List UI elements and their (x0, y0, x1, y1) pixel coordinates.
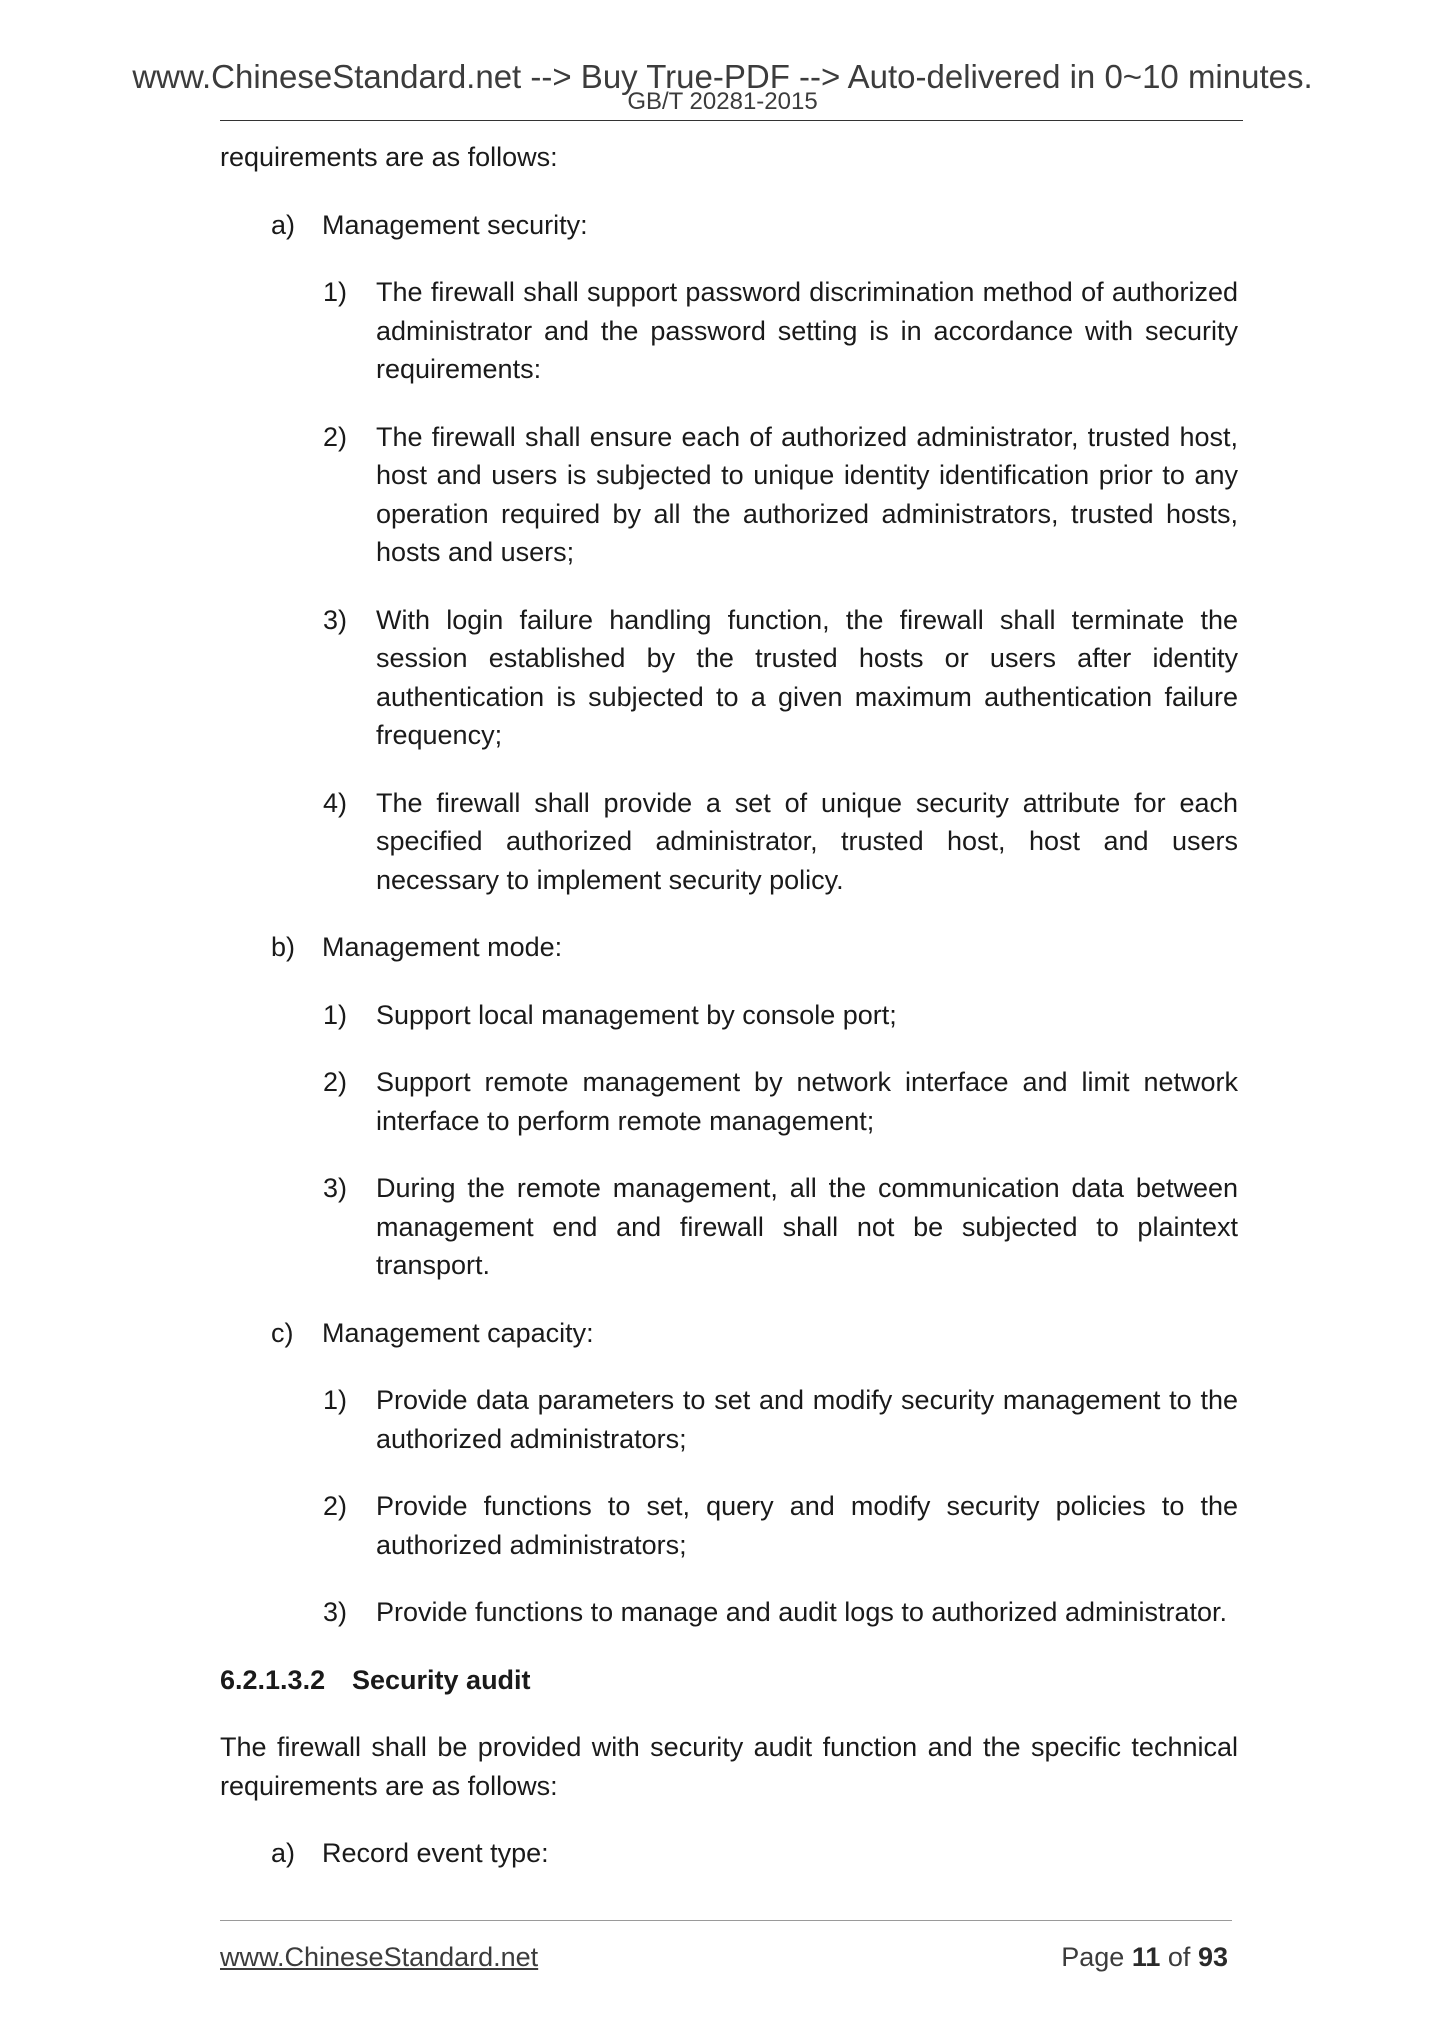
page-content (220, 138, 1238, 1873)
list-item-text: With login failure handling function, the firewall shall terminate the session established by the trusted hosts or users after identity authentication is subjected to a given maximum authentication failure frequency; (376, 604, 1238, 750)
page-prefix: Page (1061, 1942, 1125, 1972)
list-item-text: Provide data parameters to set and modify security management to the authorized administrators; (376, 1385, 1238, 1454)
page-of: of (1167, 1942, 1191, 1972)
section-heading (220, 1661, 1238, 1700)
list-item-management-capacity (220, 1314, 1238, 1353)
list-item (220, 996, 1238, 1035)
list-number: 3) (323, 604, 348, 635)
section-title: Security audit (352, 1664, 531, 1695)
list-item (220, 1063, 1238, 1140)
list-item (220, 418, 1238, 572)
site-banner[interactable]: www.ChineseStandard.net --> Buy True-PDF --> Auto-delivered in 0~10 minutes. (132, 58, 1313, 95)
list-item (220, 1169, 1238, 1285)
intro-text: requirements are as follows: (220, 142, 558, 172)
page-indicator (1061, 1942, 1228, 1973)
list-item-text: The firewall shall provide a set of unique security attribute for each specified authorized administrator, trusted host, host and users necessary to implement security policy. (376, 787, 1238, 895)
list-item-text: Management mode: (322, 932, 563, 962)
list-item-record-event-type (220, 1834, 1238, 1873)
list-item (220, 1487, 1238, 1564)
list-item (220, 273, 1238, 389)
list-item-management-security (220, 206, 1238, 245)
list-number: 2) (323, 1491, 348, 1521)
list-item-text: Management security: (322, 209, 588, 240)
list-number: 1) (323, 999, 348, 1030)
list-label: a) (271, 1838, 296, 1868)
list-number: 2) (323, 1067, 348, 1097)
list-item-text: During the remote management, all the communication data between management end and firewall shall not be subjected to plaintext transport. (376, 1173, 1238, 1280)
list-number: 2) (323, 421, 348, 452)
list-item-text: Provide functions to set, query and modify security policies to the authorized administrators; (376, 1491, 1238, 1560)
section-paragraph: The firewall shall be provided with security audit function and the specific technical requirements are as follows: (220, 1732, 1238, 1801)
header-divider (220, 120, 1243, 121)
list-item-text: Record event type: (322, 1838, 549, 1868)
list-item (220, 1593, 1238, 1632)
total-pages: 93 (1197, 1942, 1228, 1972)
list-item-management-mode (220, 928, 1238, 967)
standard-code: GB/T 20281-2015 (627, 88, 818, 115)
list-number: 4) (323, 787, 348, 818)
list-item (220, 601, 1238, 755)
list-label: b) (271, 932, 296, 962)
list-item-text: Support remote management by network interface and limit network interface to perform remote management; (376, 1067, 1238, 1136)
footer-divider (220, 1920, 1232, 1921)
list-number: 3) (323, 1597, 348, 1627)
list-item-text: Management capacity: (322, 1317, 594, 1348)
list-item-text: The firewall shall ensure each of authorized administrator, trusted host, host and users is subjected to unique identity identification prior to any operation required by all the authorized administrators, trusted hosts, hosts and users; (376, 421, 1238, 567)
list-item (220, 784, 1238, 900)
list-item-text: The firewall shall support password discrimination method of authorized administrator and the password setting is in accordance with security requirements: (376, 277, 1238, 384)
list-item (220, 1381, 1238, 1458)
footer-website-link[interactable]: www.ChineseStandard.net (220, 1942, 539, 1972)
section-number: 6.2.1.3.2 (220, 1664, 326, 1695)
current-page-number: 11 (1131, 1942, 1161, 1972)
list-label: c) (271, 1317, 294, 1348)
list-item-text: Provide functions to manage and audit logs to authorized administrator. (376, 1597, 1228, 1627)
list-number: 1) (323, 277, 348, 307)
list-label: a) (271, 209, 296, 240)
list-number: 1) (323, 1385, 348, 1415)
list-number: 3) (323, 1173, 348, 1203)
list-item-text: Support local management by console port; (376, 999, 897, 1030)
